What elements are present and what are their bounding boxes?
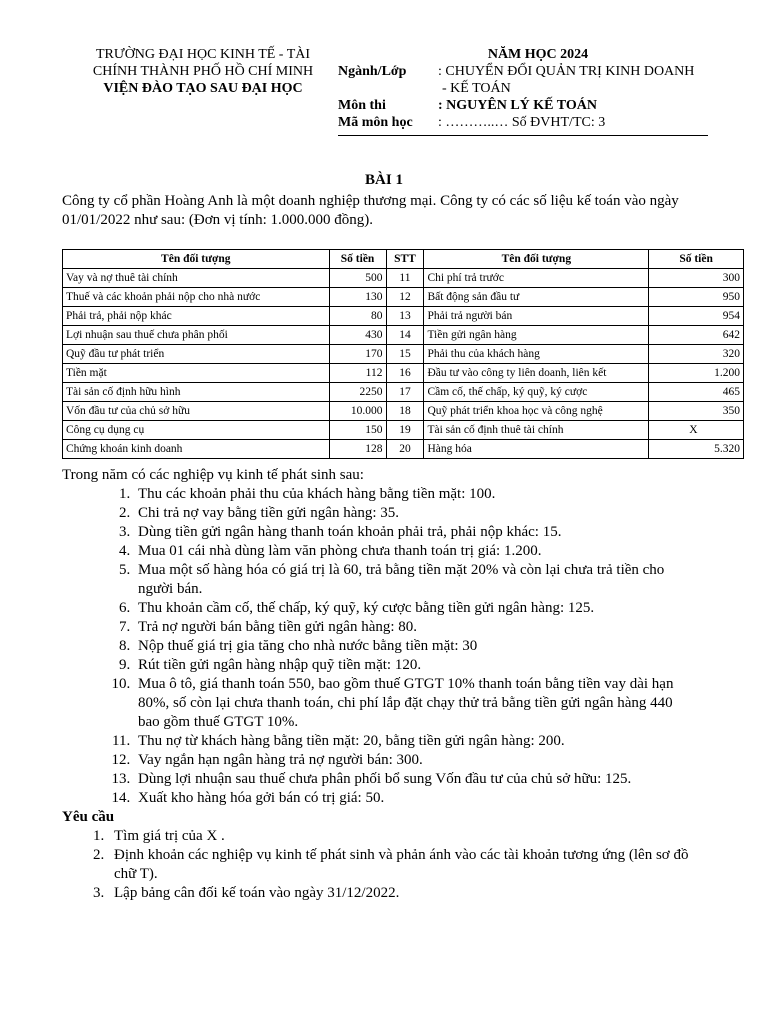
transaction-item: 5. Mua một số hàng hóa có giá trị là 60, trả bằng tiền mặt 20% và còn lại chưa trả tiền cho người bán.	[134, 561, 692, 599]
row-amount-left: 130	[329, 288, 386, 307]
row-stt: 15	[386, 345, 424, 364]
row-amount-right: 350	[649, 402, 744, 421]
row-amount-left: 2250	[329, 383, 386, 402]
row-amount-left: 80	[329, 307, 386, 326]
table-row	[63, 345, 744, 364]
code-label: Mã môn học	[338, 115, 413, 130]
table-row	[63, 383, 744, 402]
transaction-item: 4. Mua 01 cái nhà dùng làm văn phòng chưa thanh toán trị giá: 1.200.	[134, 542, 692, 561]
row-amount-left: 112	[329, 364, 386, 383]
row-name-left: Tiền mặt	[63, 364, 330, 383]
transaction-item: 6. Thu khoản cầm cố, thế chấp, ký quỹ, ký cược bằng tiền gửi ngân hàng: 125.	[134, 599, 692, 618]
row-amount-right: X	[649, 421, 744, 440]
row-name-left: Lợi nhuận sau thuế chưa phân phối	[63, 326, 330, 345]
row-name-right: Quỹ phát triển khoa học và công nghệ	[424, 402, 649, 421]
subject-value: : NGUYÊN LÝ KẾ TOÁN	[438, 98, 597, 113]
transaction-item: 14. Xuất kho hàng hóa gởi bán có trị giá: 50.	[134, 789, 692, 808]
table-row	[63, 440, 744, 459]
row-name-right: Hàng hóa	[424, 440, 649, 459]
major-row	[338, 63, 708, 80]
table-row	[63, 402, 744, 421]
table-header-row	[63, 250, 744, 269]
row-amount-right: 954	[649, 307, 744, 326]
row-amount-right: 642	[649, 326, 744, 345]
requirement-item: 1. Tìm giá trị của X .	[108, 827, 692, 846]
school-name-line1: TRƯỜNG ĐẠI HỌC KINH TẾ - TÀI	[95, 47, 311, 62]
table-row	[63, 326, 744, 345]
row-name-left: Chứng khoán kinh doanh	[63, 440, 330, 459]
row-amount-left: 150	[329, 421, 386, 440]
row-amount-right: 1.200	[649, 364, 744, 383]
row-amount-left: 10.000	[329, 402, 386, 421]
row-name-right: Tài sản cố định thuê tài chính	[424, 421, 649, 440]
row-stt: 19	[386, 421, 424, 440]
main-text	[62, 466, 692, 903]
row-stt: 20	[386, 440, 424, 459]
transaction-item: 3. Dùng tiền gửi ngân hàng thanh toán khoản phải trả, phải nộp khác: 15.	[134, 523, 692, 542]
col-header-name-right: Tên đối tượng	[424, 250, 649, 269]
row-name-left: Vốn đầu tư của chủ sở hữu	[63, 402, 330, 421]
row-name-left: Công cụ dụng cụ	[63, 421, 330, 440]
row-amount-left: 430	[329, 326, 386, 345]
transactions-intro: Trong năm có các nghiệp vụ kinh tế phát sinh sau:	[62, 467, 364, 483]
row-amount-right: 300	[649, 269, 744, 288]
row-name-right: Cầm cố, thế chấp, ký quỹ, ký cược	[424, 383, 649, 402]
row-name-right: Chi phí trả trước	[424, 269, 649, 288]
row-amount-left: 170	[329, 345, 386, 364]
major-label: Ngành/Lớp	[338, 64, 407, 79]
intro-paragraph: Công ty cổ phần Hoàng Anh là một doanh nghiệp thương mại. Công ty có các số liệu kế toán vào ngày 01/01/2022 như sau: (Đơn vị tính: 1.000.000 đồng).	[62, 193, 679, 228]
row-name-right: Tiền gửi ngân hàng	[424, 326, 649, 345]
row-amount-right: 950	[649, 288, 744, 307]
requirement-item: 2. Định khoản các nghiệp vụ kinh tế phát sinh và phản ánh vào các tài khoản tương ứng (lên sơ đồ chữ T).	[108, 846, 692, 884]
table-row	[63, 288, 744, 307]
row-stt: 14	[386, 326, 424, 345]
table-row	[63, 269, 744, 288]
school-header	[70, 46, 336, 97]
row-name-left: Quỹ đầu tư phát triển	[63, 345, 330, 364]
subject-row	[338, 97, 708, 114]
row-stt: 11	[386, 269, 424, 288]
exam-info	[338, 46, 708, 131]
requirement-item: 3. Lập bảng cân đối kế toán vào ngày 31/12/2022.	[108, 884, 692, 903]
row-stt: 17	[386, 383, 424, 402]
row-name-left: Phải trả, phải nộp khác	[63, 307, 330, 326]
col-header-amount-right: Số tiền	[649, 250, 744, 269]
header-divider	[338, 135, 708, 136]
transaction-item: 9. Rút tiền gửi ngân hàng nhập quỹ tiền mặt: 120.	[134, 656, 692, 675]
requirements-title: Yêu cầu	[62, 809, 115, 825]
row-name-left: Tài sản cố định hữu hình	[63, 383, 330, 402]
row-stt: 16	[386, 364, 424, 383]
transaction-item: 10. Mua ô tô, giá thanh toán 550, bao gồm thuế GTGT 10% thanh toán bằng tiền vay dài hạn 80%, số còn lại chưa thanh toán, chi phí lắp đặt chạy thử trả bằng tiền gửi ngân hàng 440 bao gồm thuế GTGT 10%.	[134, 675, 692, 732]
table-row	[63, 364, 744, 383]
row-amount-right: 5.320	[649, 440, 744, 459]
row-name-right: Bất động sản đầu tư	[424, 288, 649, 307]
transaction-item: 13. Dùng lợi nhuận sau thuế chưa phân phối bổ sung Vốn đầu tư của chủ sở hữu: 125.	[134, 770, 692, 789]
row-name-right: Phải thu của khách hàng	[424, 345, 649, 364]
exercise-title: BÀI 1	[365, 172, 403, 188]
row-stt: 13	[386, 307, 424, 326]
row-stt: 12	[386, 288, 424, 307]
row-amount-left: 500	[329, 269, 386, 288]
col-header-name-left: Tên đối tượng	[63, 250, 330, 269]
row-amount-left: 128	[329, 440, 386, 459]
transactions-list	[62, 485, 692, 808]
requirements-list	[62, 827, 692, 903]
table-row	[63, 307, 744, 326]
major-value: : CHUYỂN ĐỔI QUẢN TRỊ KINH DOANH	[438, 64, 695, 79]
col-header-amount-left: Số tiền	[329, 250, 386, 269]
row-name-right: Phải trả người bán	[424, 307, 649, 326]
transaction-item: 11. Thu nợ từ khách hàng bằng tiền mặt: 20, bằng tiền gửi ngân hàng: 200.	[134, 732, 692, 751]
major-value-cont: - KẾ TOÁN	[442, 81, 511, 96]
code-value: : ………..… Số ĐVHT/TC: 3	[438, 115, 606, 130]
school-year: NĂM HỌC 2024	[487, 47, 589, 62]
row-amount-right: 320	[649, 345, 744, 364]
row-amount-right: 465	[649, 383, 744, 402]
subject-label: Môn thi	[338, 98, 386, 113]
institute-name: VIỆN ĐÀO TẠO SAU ĐẠI HỌC	[103, 81, 303, 96]
col-header-stt: STT	[386, 250, 424, 269]
table-row	[63, 421, 744, 440]
row-name-left: Vay và nợ thuê tài chính	[63, 269, 330, 288]
transaction-item: 1. Thu các khoản phải thu của khách hàng bằng tiền mặt: 100.	[134, 485, 692, 504]
transaction-item: 12. Vay ngắn hạn ngân hàng trả nợ người bán: 300.	[134, 751, 692, 770]
transaction-item: 8. Nộp thuế giá trị gia tăng cho nhà nước bằng tiền mặt: 30	[134, 637, 692, 656]
row-stt: 18	[386, 402, 424, 421]
transaction-item: 2. Chi trả nợ vay bằng tiền gửi ngân hàng: 35.	[134, 504, 692, 523]
transaction-item: 7. Trả nợ người bán bằng tiền gửi ngân hàng: 80.	[134, 618, 692, 637]
row-name-right: Đầu tư vào công ty liên doanh, liên kết	[424, 364, 649, 383]
school-name-line2: CHÍNH THÀNH PHỐ HỒ CHÍ MINH	[92, 64, 314, 79]
balance-data-table	[62, 249, 744, 459]
code-row	[338, 114, 708, 131]
row-name-left: Thuế và các khoản phải nộp cho nhà nước	[63, 288, 330, 307]
